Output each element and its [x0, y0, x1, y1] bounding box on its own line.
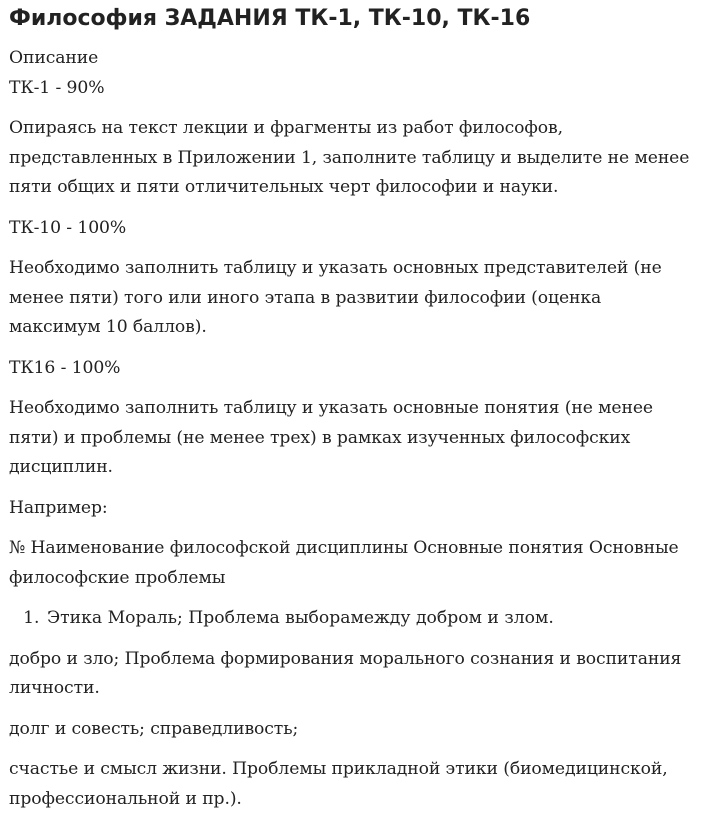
- table-header-line: № Наименование философской дисциплины Основные понятия Основные философские проблемы: [9, 538, 679, 588]
- tk1-heading: ТК-1 - 90%: [9, 77, 105, 98]
- discipline-list: [9, 604, 691, 634]
- tk1-text: Опираясь на текст лекции и фрагменты из работ философов, представленных в Приложении 1, заполните таблицу и выделите не менее пяти общих и пяти отличительных черт философии и науки.: [9, 118, 690, 197]
- description-label: Описание: [9, 48, 99, 68]
- continuation-paragraph: добро и зло; Проблема формирования морального сознания и воспитания личности.: [9, 648, 682, 698]
- tk10-heading: ТК-10 - 100%: [9, 217, 127, 238]
- continuation-paragraph: долг и совесть; справедливость;: [9, 718, 299, 739]
- list-item: 1. Этика Мораль; Проблема выборамежду добром и злом.: [45, 604, 691, 634]
- tk16-heading: ТК16 - 100%: [9, 357, 121, 378]
- tk10-text: Необходимо заполнить таблицу и указать основных представителей (не менее пяти) того или иного этапа в развитии философии (оценка максимум 10 баллов).: [9, 258, 662, 337]
- tk16-text: Необходимо заполнить таблицу и указать основные понятия (не менее пяти) и проблемы (не менее трех) в рамках изученных философских дисциплин.: [9, 398, 654, 477]
- page-title: Философия ЗАДАНИЯ ТК-1, ТК-10, ТК-16: [9, 6, 531, 31]
- example-label: Например:: [9, 497, 108, 518]
- continuation-paragraph: счастье и смысл жизни. Проблемы прикладной этики (биомедицинской, профессиональной и пр.).: [9, 759, 668, 809]
